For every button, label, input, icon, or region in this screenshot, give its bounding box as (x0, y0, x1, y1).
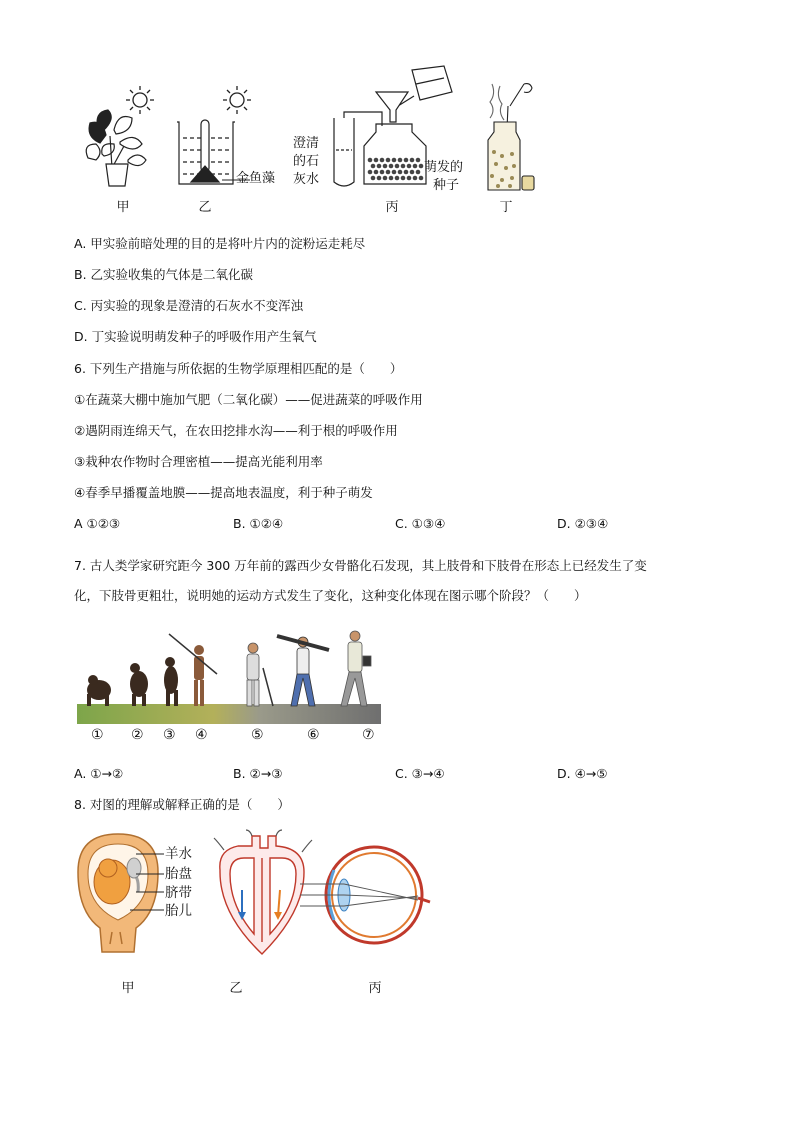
q8-figure-label-bing: 丙 (368, 981, 382, 996)
amniotic-fluid-label: 羊水 (165, 846, 192, 862)
q8-figure-label-jia: 甲 (121, 981, 135, 996)
stage-number-6: ⑥ (307, 727, 320, 743)
jar-candle-illustration (480, 82, 540, 192)
q8-figure-label-yi: 乙 (229, 981, 243, 996)
eyeball-section-illustration (300, 840, 430, 950)
q6-option-b: B. ①②④ (233, 516, 284, 531)
limewater-label-line1: 澄清 (293, 136, 320, 151)
q7-stem-line2: 化，下肢骨更粗壮，说明她的运动方式发生了变化，这种变化体现在图示哪个阶段？（ ） (74, 588, 587, 603)
q6-option-a: A ①②③ (74, 516, 121, 531)
germinating-seeds-label-line2: 种子 (433, 178, 460, 193)
q7-option-c: C. ③→④ (395, 766, 445, 781)
umbilical-cord-label: 脐带 (165, 885, 192, 901)
heart-section-illustration (212, 830, 312, 958)
q6-item-1: ①在蔬菜大棚中施加气肥（二氧化碳）——促进蔬菜的呼吸作用 (74, 392, 423, 407)
q6-stem: 6. 下列生产措施与所依据的生物学原理相匹配的是（ ） (74, 361, 403, 376)
sun-icon (222, 85, 252, 115)
q5-option-d: D. 丁实验说明萌发种子的呼吸作用产生氧气 (74, 329, 317, 344)
figure-label-bing: 丙 (385, 200, 399, 215)
stage-number-3: ③ (163, 727, 176, 743)
q7-option-d: D. ④→⑤ (557, 766, 608, 781)
stage-number-4: ④ (195, 727, 208, 743)
q5-option-a: A. 甲实验前暗处理的目的是将叶片内的淀粉运走耗尽 (74, 236, 366, 251)
q6-item-2: ②遇阴雨连绵天气，在农田挖排水沟——利于根的呼吸作用 (74, 423, 398, 438)
goldfish-weed-label: 金鱼藻 (236, 171, 276, 186)
q6-option-d: D. ②③④ (557, 516, 609, 531)
figure-label-ding: 丁 (499, 200, 513, 215)
limewater-label-line3: 灰水 (293, 172, 320, 187)
q8-stem: 8. 对图的理解或解释正确的是（ ） (74, 797, 290, 812)
potted-plant-illustration (80, 108, 160, 188)
figure-label-yi: 乙 (198, 200, 212, 215)
q7-option-a: A. ①→② (74, 766, 124, 781)
q5-option-b: B. 乙实验收集的气体是二氧化碳 (74, 267, 254, 282)
human-evolution-illustration (77, 628, 381, 724)
q6-item-3: ③栽种农作物时合理密植——提高光能利用率 (74, 454, 323, 469)
placenta-label: 胎盘 (165, 866, 192, 882)
stage-number-2: ② (131, 727, 144, 743)
limewater-label-line2: 的石 (293, 154, 320, 169)
q7-option-b: B. ②→③ (233, 766, 283, 781)
q6-option-c: C. ①③④ (395, 516, 446, 531)
figure-label-jia: 甲 (116, 200, 130, 215)
q6-item-4: ④春季早播覆盖地膜——提高地表温度，利于种子萌发 (74, 485, 373, 500)
q5-option-c: C. 丙实验的现象是澄清的石灰水不变浑浊 (74, 298, 304, 313)
stage-number-7: ⑦ (362, 727, 375, 743)
fetus-label: 胎儿 (165, 903, 192, 919)
stage-number-1: ① (91, 727, 104, 743)
germinating-seeds-label-line1: 萌发的 (424, 160, 464, 175)
stage-number-5: ⑤ (251, 727, 264, 743)
q7-stem-line1: 7. 古人类学家研究距今 300 万年前的露西少女骨骼化石发现，其上肢骨和下肢骨在形态上已经发生了变 (74, 558, 647, 573)
uterus-pointer-lines (136, 848, 166, 918)
